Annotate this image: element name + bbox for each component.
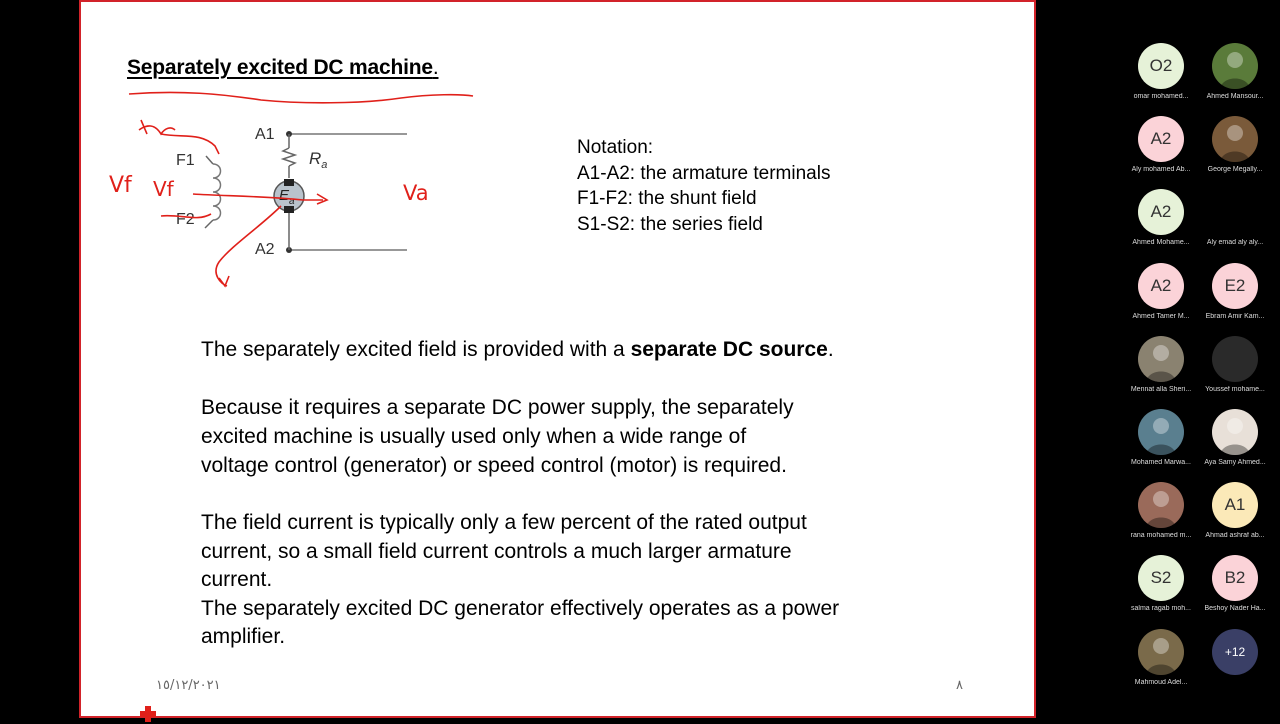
notation-line: A1-A2: the armature terminals xyxy=(577,162,831,184)
notation-heading: Notation: xyxy=(577,137,654,158)
text-line: voltage control (generator) or speed control (motor) is required. xyxy=(201,454,787,477)
handwritten-va: Va xyxy=(403,181,429,205)
participant-avatar xyxy=(1138,336,1184,382)
text-line: excited machine is usually used only when a wide range of xyxy=(201,425,747,448)
participant-initials: A2 xyxy=(1150,202,1172,222)
participant-avatar xyxy=(1138,263,1184,309)
participant-tile[interactable] xyxy=(1124,629,1198,699)
label-a2: A2 xyxy=(255,241,275,258)
presentation-slide xyxy=(79,0,1036,718)
paragraph-field-current xyxy=(201,509,839,652)
participant-name: Aya Samy Ahmed... xyxy=(1204,459,1266,466)
participant-initials: E2 xyxy=(1224,275,1246,295)
participant-avatar xyxy=(1212,116,1258,162)
participant-name: Ahmed Mohame... xyxy=(1132,239,1190,247)
participant-tile[interactable] xyxy=(1198,116,1272,186)
participant-avatar xyxy=(1138,409,1184,455)
handwritten-underline xyxy=(129,92,473,102)
participant-name: Ebram Amir Kam... xyxy=(1205,312,1265,320)
participant-name: salma ragab moh... xyxy=(1131,605,1191,613)
participant-tile[interactable] xyxy=(1198,555,1272,625)
pointer-cross-icon xyxy=(138,704,158,724)
participant-avatar xyxy=(1212,482,1258,528)
text-line: Because it requires a separate DC power supply, the separately xyxy=(201,396,794,419)
participant-tile[interactable] xyxy=(1198,336,1272,406)
participant-avatar xyxy=(1212,409,1258,455)
participant-avatar xyxy=(1138,482,1184,528)
footer-page-number: ٨ xyxy=(956,678,963,693)
participant-initials: A2 xyxy=(1150,129,1172,149)
paragraph-separate-source: The separately excited field is provided with a separate DC source. xyxy=(201,338,834,361)
participant-tile[interactable] xyxy=(1198,409,1272,479)
text-line: amplifier. xyxy=(201,625,286,648)
participants-panel xyxy=(1090,0,1280,720)
text-line: The field current is typically only a few percent of the rated output xyxy=(201,511,807,534)
notation-line: F1-F2: the shunt field xyxy=(577,188,757,209)
label-ra: $R_a$ xyxy=(309,149,328,171)
participant-initials: O2 xyxy=(1149,56,1173,75)
participant-tile[interactable] xyxy=(1124,189,1198,259)
text-line: current. xyxy=(201,568,273,591)
participant-avatar xyxy=(1138,555,1184,601)
participant-avatar xyxy=(1212,263,1258,309)
participant-initials: S2 xyxy=(1150,568,1172,588)
participant-name: Ahmad ashraf ab... xyxy=(1205,532,1265,540)
participant-name: Beshoy Nader Ha... xyxy=(1204,605,1266,613)
participant-name: Youssef mohame... xyxy=(1205,385,1265,393)
participant-tile[interactable] xyxy=(1198,482,1272,552)
participant-avatar xyxy=(1212,336,1258,382)
participant-name: Ahmed Mansour... xyxy=(1206,93,1264,100)
participant-tile[interactable] xyxy=(1124,116,1198,186)
label-ea: $E_a$ xyxy=(279,187,295,207)
participant-name: Mahmoud Adel... xyxy=(1134,678,1188,686)
participant-tile[interactable] xyxy=(1198,629,1272,699)
participant-name: rana mohamed m... xyxy=(1130,532,1192,540)
participant-name: omar mohamed... xyxy=(1133,93,1189,100)
slide-title: Separately excited DC machine. xyxy=(127,56,439,79)
armature-resistor xyxy=(283,148,295,166)
participant-initials: A2 xyxy=(1150,275,1172,295)
participant-avatar xyxy=(1138,43,1184,89)
participant-avatar xyxy=(1138,116,1184,162)
handwritten-arrow xyxy=(193,194,327,204)
participant-tile[interactable] xyxy=(1124,43,1198,113)
participant-name: George Megally... xyxy=(1207,166,1263,174)
participant-tile[interactable] xyxy=(1124,482,1198,552)
participant-tile[interactable] xyxy=(1124,555,1198,625)
participant-initials: +12 xyxy=(1224,644,1246,659)
paragraph-power-supply xyxy=(201,393,794,480)
participant-tile[interactable] xyxy=(1124,409,1198,479)
field-coil xyxy=(213,164,221,220)
label-f2: F2 xyxy=(176,211,195,228)
participant-tile[interactable] xyxy=(1124,336,1198,406)
participant-name: Aly mohamed Ab... xyxy=(1131,166,1191,174)
label-a1: A1 xyxy=(255,126,275,143)
participant-avatar xyxy=(1138,629,1184,675)
label-f1: F1 xyxy=(176,152,195,169)
participant-initials: B2 xyxy=(1224,568,1246,588)
participant-name: Mohamed Marwa... xyxy=(1131,459,1191,466)
circuit-diagram xyxy=(101,82,521,302)
participant-tile[interactable] xyxy=(1124,263,1198,333)
participant-name: Aly emad aly aly... xyxy=(1206,239,1264,247)
participant-name: Mennat alla Sheri... xyxy=(1130,385,1192,393)
more-participants-button[interactable] xyxy=(1212,629,1258,675)
participant-tile[interactable] xyxy=(1198,189,1272,259)
participant-avatar xyxy=(1212,189,1258,235)
notation-line: S1-S2: the series field xyxy=(577,213,763,235)
handwritten-vf-2: Vf xyxy=(153,177,174,201)
participant-name: Ahmed Tamer M... xyxy=(1132,312,1190,320)
participant-tile[interactable] xyxy=(1198,263,1272,333)
handwritten-vf-1: Vf xyxy=(109,173,132,198)
participant-avatar xyxy=(1138,189,1184,235)
participant-avatar xyxy=(1212,555,1258,601)
notation-block xyxy=(577,135,830,237)
participant-avatar xyxy=(1212,43,1258,89)
footer-date: ١٥/١٢/٢٠٢١ xyxy=(156,678,221,693)
participant-initials: A1 xyxy=(1224,495,1246,515)
participant-tile[interactable] xyxy=(1198,43,1272,113)
text-line: The separately excited DC generator effectively operates as a power xyxy=(201,596,840,620)
text-line: current, so a small field current controls a much larger armature xyxy=(201,539,792,563)
